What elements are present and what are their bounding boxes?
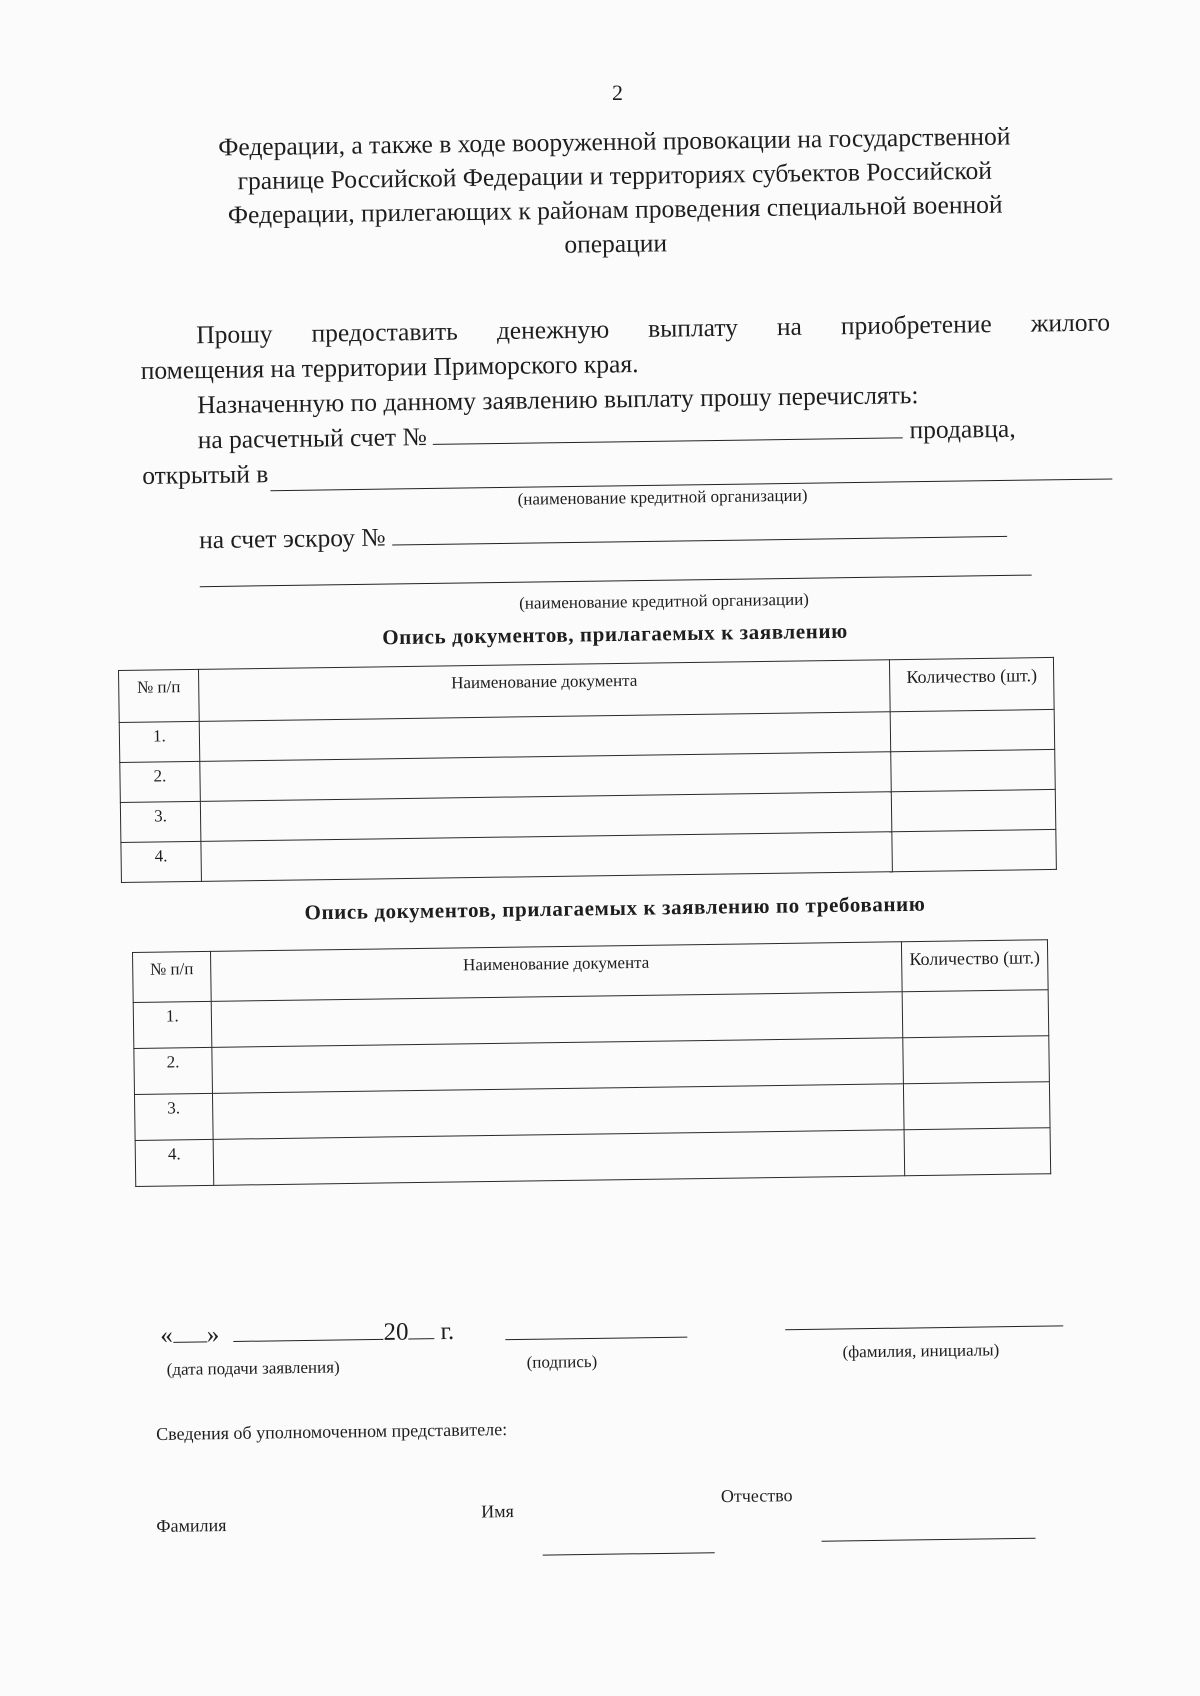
col-header-name: Наименование документа (210, 942, 902, 1002)
requested-documents-table (132, 939, 1051, 1187)
date-caption: (дата подачи заявления) (166, 1357, 340, 1379)
row-number: 1. (133, 1001, 212, 1048)
patronymic-field[interactable] (821, 1524, 1035, 1542)
close-quote: » (206, 1321, 220, 1349)
account-prefix: на расчетный счет № (197, 422, 427, 455)
row-number: 3. (120, 801, 200, 842)
transfer-line: Назначенную по данному заявлению выплату прошу перечислять: (197, 380, 919, 420)
table2-title: Опись документов, прилагаемых к заявлению по требованию (304, 891, 926, 925)
heading-line: Федерации, а также в ходе вооруженной провокации на государственной (218, 121, 1011, 162)
opened-in-label: открытый в (141, 459, 269, 490)
document-qty-cell[interactable] (890, 709, 1054, 751)
escrow-bank-caption: (наименование кредитной организации) (518, 589, 810, 613)
heading-line: Федерации, прилегающих к районам проведения специальной военной (227, 189, 1003, 230)
document-qty-cell[interactable] (892, 829, 1056, 871)
col-header-qty: Количество (шт.) (901, 940, 1048, 992)
document-qty-cell[interactable] (903, 1082, 1050, 1130)
bank-caption: (наименование кредитной организации) (517, 485, 808, 509)
document-qty-cell[interactable] (904, 1128, 1051, 1176)
document-qty-cell[interactable] (891, 789, 1055, 831)
table1-title: Опись документов, прилагаемых к заявлению (382, 618, 848, 650)
day-field[interactable] (172, 1317, 206, 1342)
document-qty-cell[interactable] (903, 1036, 1050, 1084)
documents-table (118, 657, 1057, 883)
surname-label: Фамилия (156, 1515, 227, 1536)
request-second-line: помещения на территории Приморского края. (140, 349, 639, 385)
col-header-qty: Количество (шт.) (890, 657, 1055, 711)
first-name-label: Имя (480, 1501, 514, 1522)
patronymic-label: Отчество (720, 1485, 793, 1507)
row-number: 2. (134, 1047, 213, 1094)
document-name-cell[interactable] (201, 832, 893, 882)
request-word: на (776, 311, 803, 342)
year-prefix: 20 (383, 1318, 409, 1346)
signature-caption: (подпись) (526, 1351, 598, 1372)
name-initials-field[interactable] (785, 1305, 1063, 1330)
col-header-name: Наименование документа (198, 660, 890, 722)
heading-line: операции (564, 228, 668, 259)
request-text (140, 304, 1114, 619)
row-number: 4. (135, 1139, 214, 1186)
representative-label: Сведения об уполномоченном представителе: (156, 1419, 508, 1444)
request-word: жилого (1030, 307, 1111, 338)
month-field[interactable] (233, 1315, 383, 1342)
document-qty-cell[interactable] (902, 990, 1049, 1038)
request-word: денежную (496, 314, 610, 346)
document-name-cell[interactable] (213, 1130, 905, 1186)
row-number: 2. (120, 761, 200, 802)
escrow-account-field[interactable] (392, 514, 1007, 546)
account-number-field[interactable] (433, 415, 903, 445)
name-caption: (фамилия, инициалы) (842, 1340, 1000, 1362)
open-quote: « (160, 1321, 173, 1349)
row-number: 4. (121, 841, 201, 882)
account-suffix: продавца, (909, 413, 1016, 445)
first-name-field[interactable] (543, 1538, 715, 1555)
heading-line: границе Российской Федерации и территориях субъектов Российской (237, 155, 993, 196)
request-word: выплату (647, 312, 739, 343)
row-number: 3. (134, 1093, 213, 1140)
col-header-num: № п/п (133, 951, 212, 1002)
request-word: Прошу (196, 319, 273, 350)
date-field (160, 1314, 454, 1350)
heading (159, 119, 1071, 268)
year-suffix: г. (440, 1317, 455, 1346)
row-number: 1. (119, 721, 199, 762)
escrow-bank-field[interactable] (199, 553, 1031, 588)
representative-name-block (156, 1485, 1127, 1576)
signature-field[interactable] (505, 1315, 687, 1341)
request-word: приобретение (840, 309, 992, 341)
signature-block (160, 1305, 1121, 1378)
request-word: предоставить (311, 316, 459, 348)
document-qty-cell[interactable] (891, 749, 1055, 791)
col-header-num: № п/п (119, 669, 200, 722)
page-number: 2 (612, 80, 623, 105)
year-field[interactable] (408, 1314, 434, 1339)
escrow-prefix: на счет эскроу № (198, 522, 386, 555)
